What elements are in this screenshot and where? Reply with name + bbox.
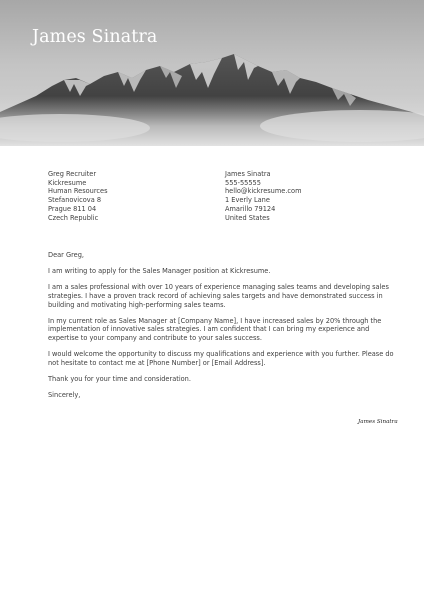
recipient-company: Kickresume xyxy=(48,178,87,187)
handwritten-signature: James Sinatra xyxy=(358,419,398,425)
sender-email: hello@kickresume.com xyxy=(225,187,302,196)
letter-body xyxy=(48,251,394,407)
header-banner xyxy=(0,0,424,146)
letter-paragraph: I am writing to apply for the Sales Manager position at Kickresume. xyxy=(48,267,271,276)
letter-paragraph: I would welcome the opportunity to discuss my qualifications and experience with you further. Please do not hesitate to contact me at [Phone Number] or [Email Address]. xyxy=(48,350,394,367)
letter-paragraph: I am a sales professional with over 10 years of experience managing sales teams and developing sales strategies. I have a proven track record of achieving sales targets and have demonstrated success in building and motivating high-performing sales teams. xyxy=(48,283,389,309)
sender-street: 1 Everly Lane xyxy=(225,196,270,205)
letter-greeting: Dear Greg, xyxy=(48,251,84,259)
recipient-country: Czech Republic xyxy=(48,213,99,222)
mountain-background-image xyxy=(0,0,424,146)
sender-address xyxy=(225,170,302,222)
applicant-name: James Sinatra xyxy=(32,27,158,47)
letter-closing: Sincerely, xyxy=(48,391,81,400)
recipient-city: Prague 811 04 xyxy=(48,204,97,213)
sender-name: James Sinatra xyxy=(225,170,271,178)
sender-phone: 555-55555 xyxy=(225,178,261,187)
letter-paragraph: In my current role as Sales Manager at [Company Name], I have increased sales by 20% through the implementation of innovative sales strategies. I am confident that I can bring my experience and expertise to your company and contribute to your sales success. xyxy=(48,316,382,343)
letter-paragraph: Thank you for your time and consideration. xyxy=(48,374,191,383)
recipient-name: Greg Recruiter xyxy=(48,170,97,178)
sender-city: Amarillo 79124 xyxy=(225,204,276,213)
recipient-department: Human Resources xyxy=(48,187,108,196)
recipient-street: Stefanovicova 8 xyxy=(48,196,102,205)
sender-country: United States xyxy=(225,213,270,222)
recipient-address xyxy=(48,170,108,222)
